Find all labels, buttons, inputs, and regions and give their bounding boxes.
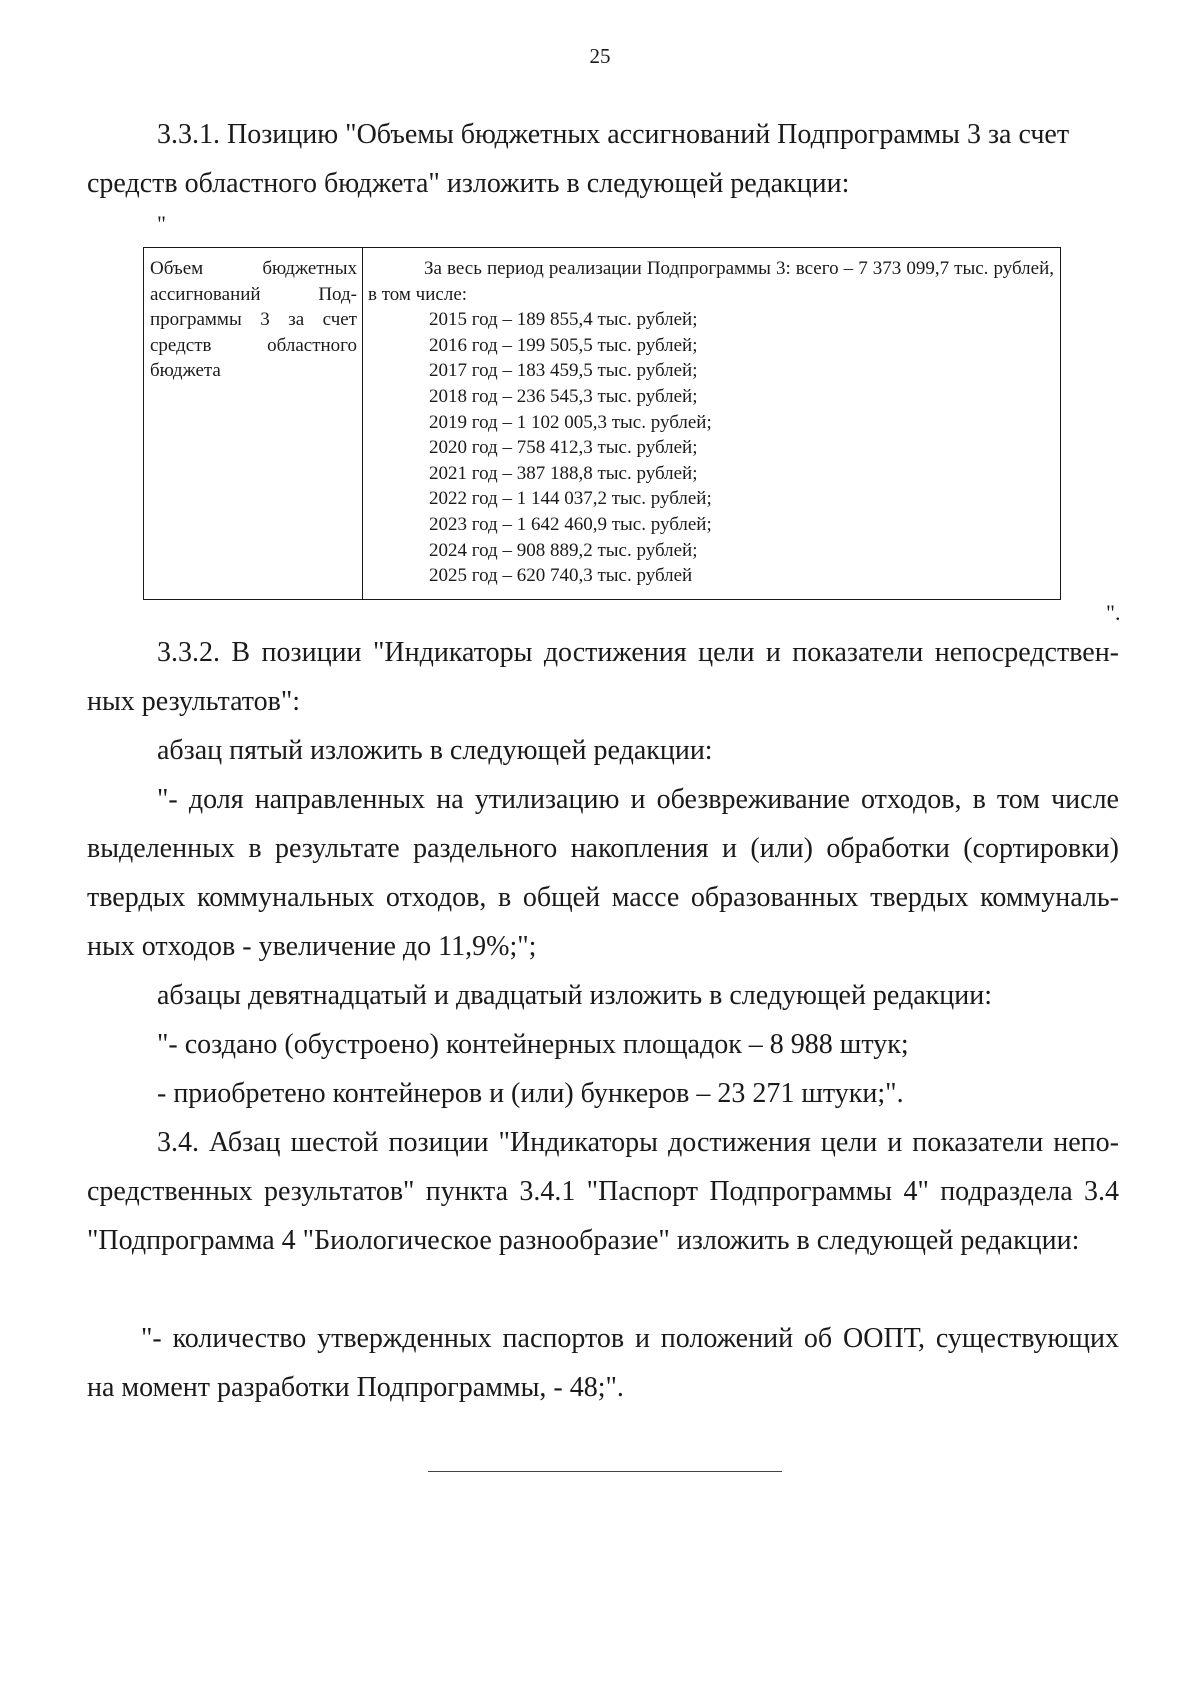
paragraphs-19-20-intro: абзацы девятнадцатый и двадцатый изложить в следующей редакции: — [157, 980, 992, 1011]
section-3-3-2: 3.3.2. В позиции "Индикаторы достижения цели и показатели непосредственных результатов": — [87, 637, 1119, 717]
table-label-cell — [144, 248, 363, 599]
table-label-line: программы 3 за счет — [150, 309, 357, 331]
budget-allocation-table — [143, 247, 1061, 600]
year-budget-line: 2021 год – 387 188,8 тыс. рублей; — [429, 462, 698, 484]
page-number: 25 — [589, 44, 611, 68]
year-budget-line: 2019 год – 1 102 005,3 тыс. рублей; — [429, 411, 712, 433]
table-value-cell — [363, 248, 1060, 599]
year-budget-line: 2022 год – 1 144 037,2 тыс. рублей; — [429, 488, 712, 510]
year-budget-line: 2023 год – 1 642 460,9 тыс. рублей; — [429, 513, 712, 535]
section-3-3-1-line-1: 3.3.1. Позицию "Объемы бюджетных ассигнований Подпрограммы 3 за счет — [157, 119, 1070, 150]
opening-quote-mark: " — [157, 211, 166, 236]
table-label-line: средств областного — [150, 334, 357, 356]
table-label-line: ассигнований Под- — [150, 283, 357, 305]
paragraph-5-intro: абзац пятый изложить в следующей редакции: — [157, 735, 713, 766]
year-budget-line: 2017 год – 183 459,5 тыс. рублей; — [429, 360, 698, 382]
section-3-3-1-line-2: средств областного бюджета" изложить в следующей редакции: — [87, 168, 850, 199]
table-label-line: Объем бюджетных — [150, 258, 357, 279]
section-3-4-quote: "- количество утвержденных паспортов и положений об ООПТ, существующих на момент разработки Подпрограммы, - 48;". — [87, 1323, 1119, 1403]
year-budget-line: 2020 год – 758 412,3 тыс. рублей; — [429, 437, 698, 459]
year-budget-line: 2025 год – 620 740,3 тыс. рублей — [429, 565, 693, 587]
paragraph-19-text: "- создано (обустроено) контейнерных площадок – 8 988 штук; — [157, 1029, 909, 1060]
paragraph-5-text: "- доля направленных на утилизацию и обезвреживание отходов, в том числе выделенных в результате раздельного накопления и (или) обработки (сортировки) твердых коммунальных отходов, в общей массе образованных твердых коммунальных отходов - увеличение до 11,9%;"; — [87, 784, 1119, 962]
end-separator-line — [428, 1471, 782, 1472]
closing-quote-mark: ". — [1106, 600, 1121, 625]
year-budget-line: 2024 год – 908 889,2 тыс. рублей; — [429, 539, 698, 561]
year-budget-line: 2016 год – 199 505,5 тыс. рублей; — [429, 334, 698, 356]
total-budget-text: За весь период реализации Подпрограммы 3: всего – 7 373 099,7 тыс. рублей, в том числе: — [368, 258, 1054, 305]
year-budget-line: 2018 год – 236 545,3 тыс. рублей; — [429, 385, 698, 407]
section-3-4: 3.4. Абзац шестой позиции "Индикаторы достижения цели и показатели непосредственных результатов" пункта 3.4.1 "Паспорт Подпрограммы 4" подраздела 3.4 "Подпрограмма 4 "Биологическое разнообразие" изложить в следующей редакции: — [87, 1127, 1119, 1256]
year-budget-line: 2015 год – 189 855,4 тыс. рублей; — [429, 309, 698, 331]
table-label-line: бюджета — [150, 360, 221, 382]
paragraph-20-text: - приобретено контейнеров и (или) бункеров – 23 271 штуки;". — [157, 1078, 904, 1109]
